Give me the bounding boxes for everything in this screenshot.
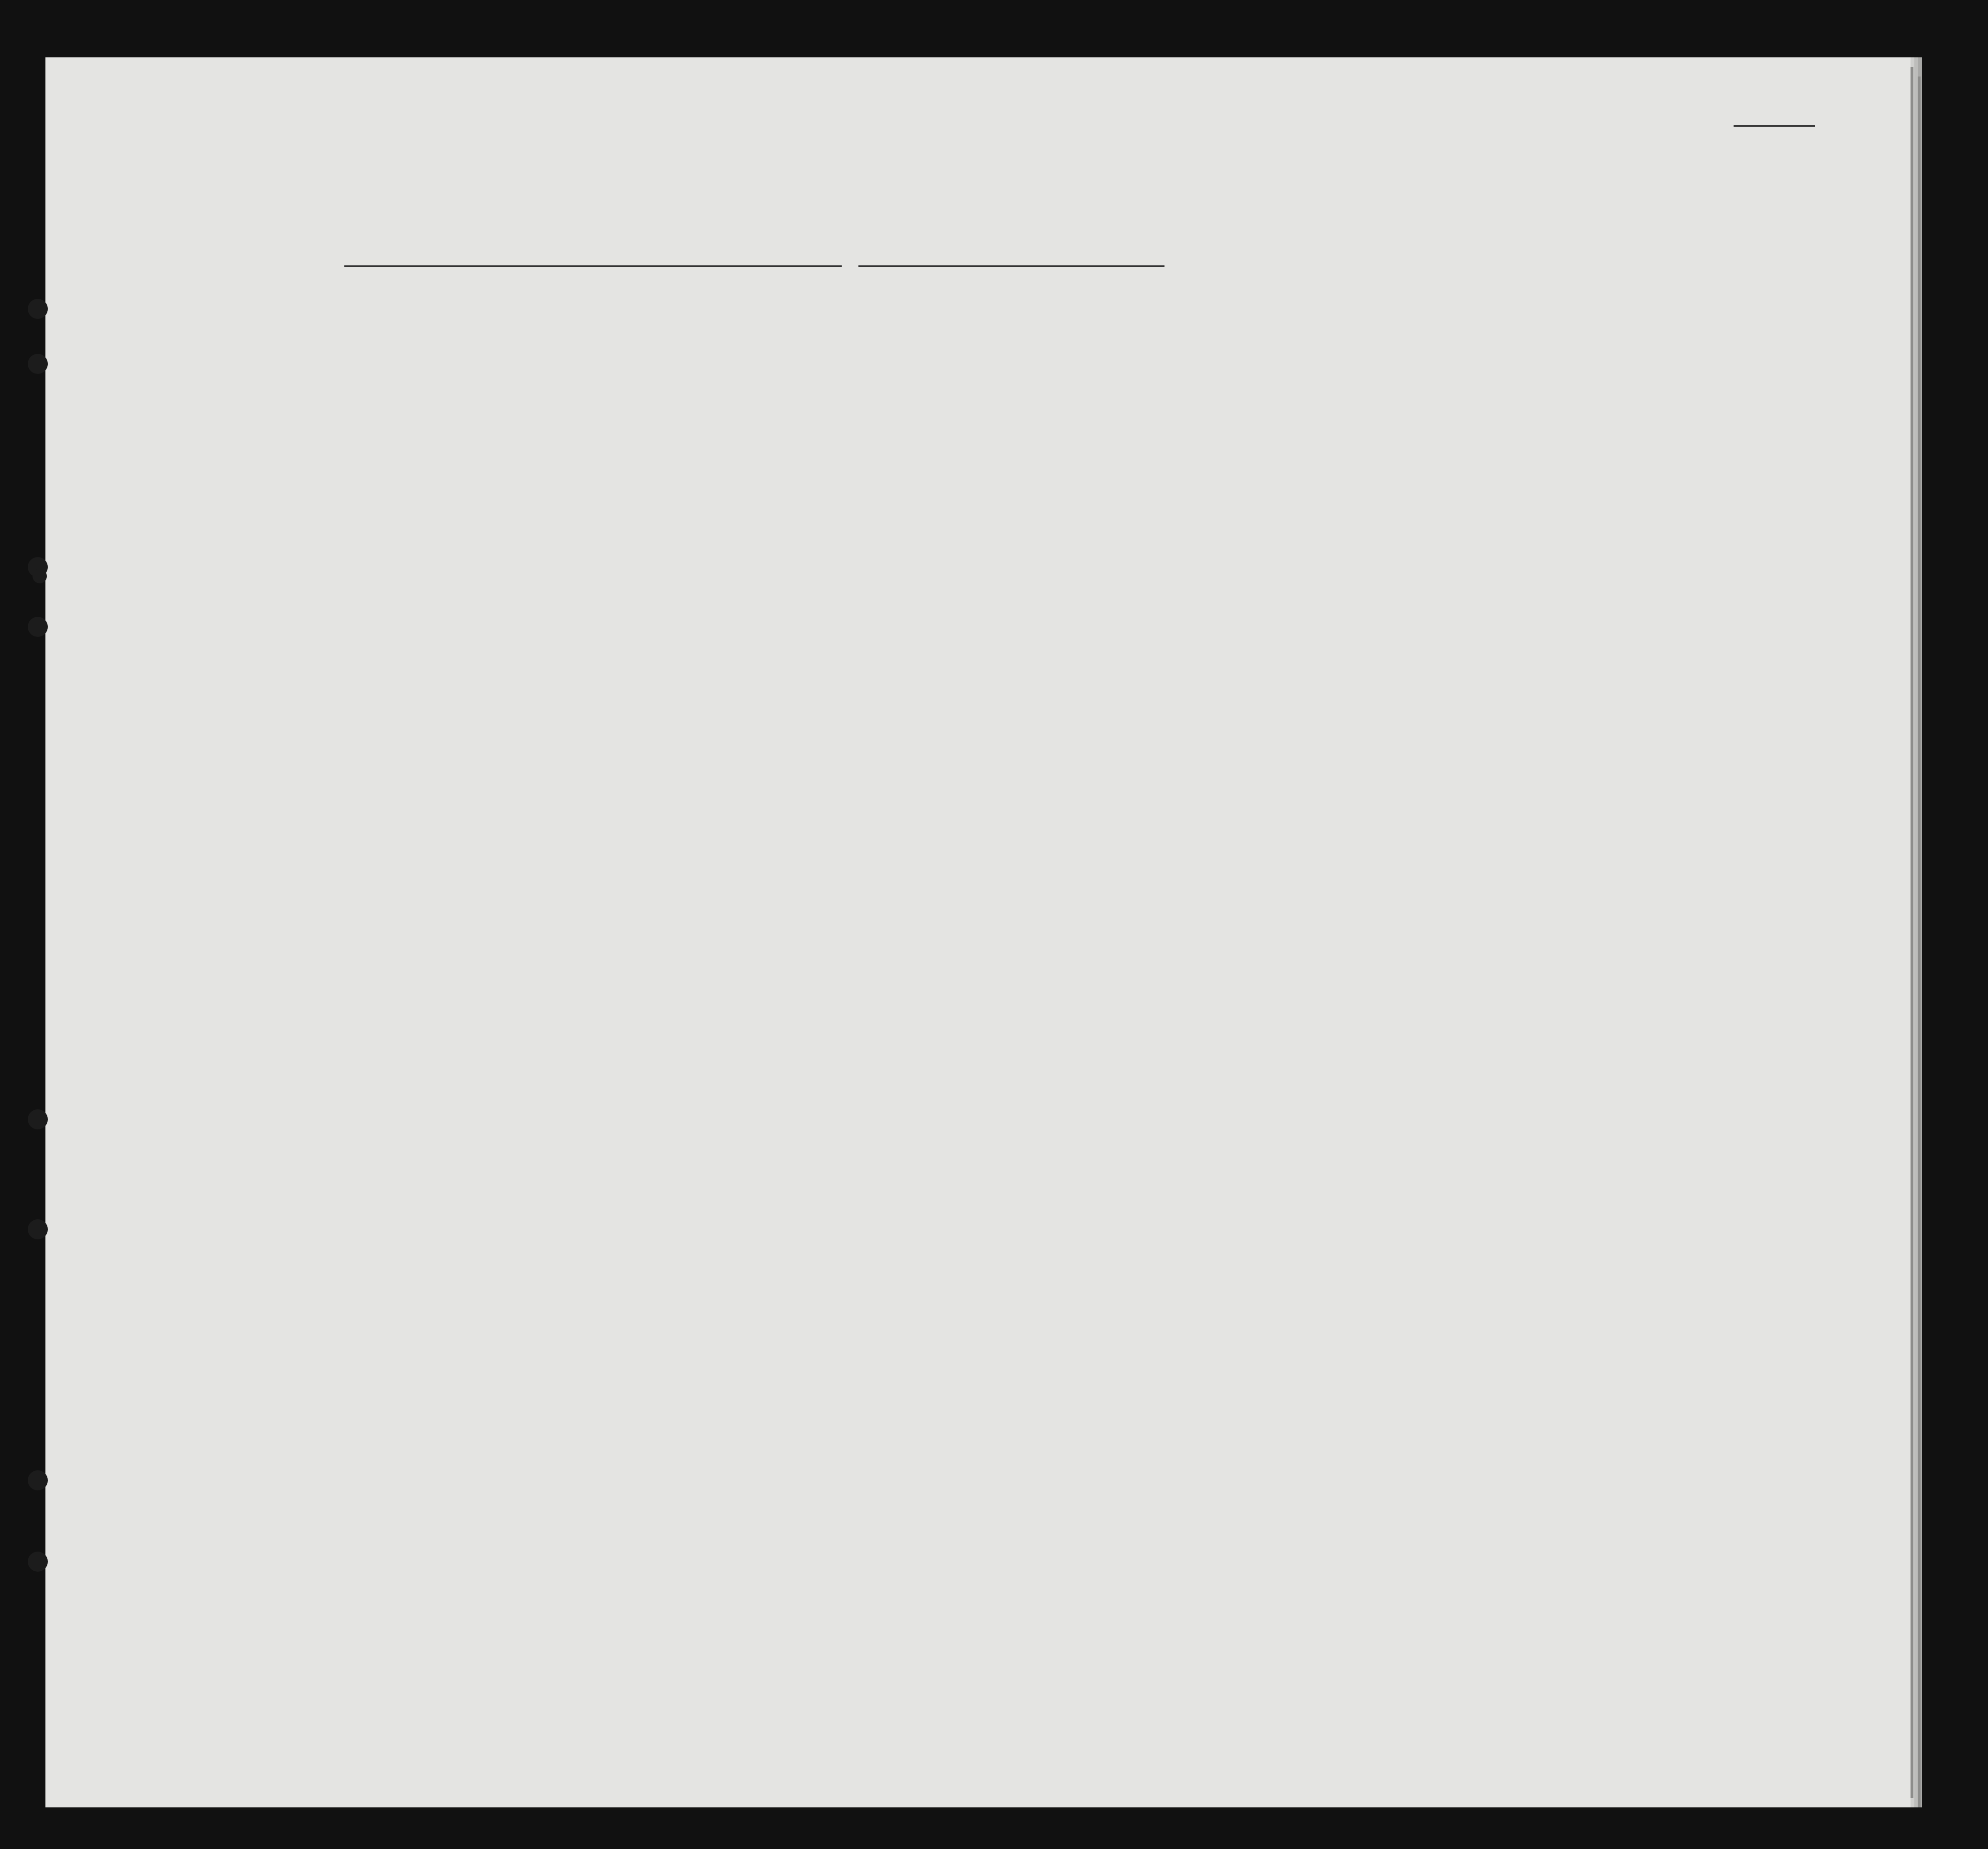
manifest-table <box>48 287 1884 1621</box>
page-edge <box>1911 67 1913 1798</box>
punch-hole <box>28 354 48 374</box>
punch-hole <box>28 1552 48 1572</box>
page-edge <box>1918 77 1921 1807</box>
punch-hole <box>28 299 48 319</box>
punch-hole <box>28 617 48 637</box>
date-line <box>858 265 1164 267</box>
punch-hole <box>28 1470 48 1490</box>
port-line <box>344 265 842 267</box>
list-number-line <box>1734 125 1815 127</box>
punch-hole <box>28 1219 48 1239</box>
punch-hole <box>33 569 47 583</box>
punch-hole <box>28 1109 48 1129</box>
